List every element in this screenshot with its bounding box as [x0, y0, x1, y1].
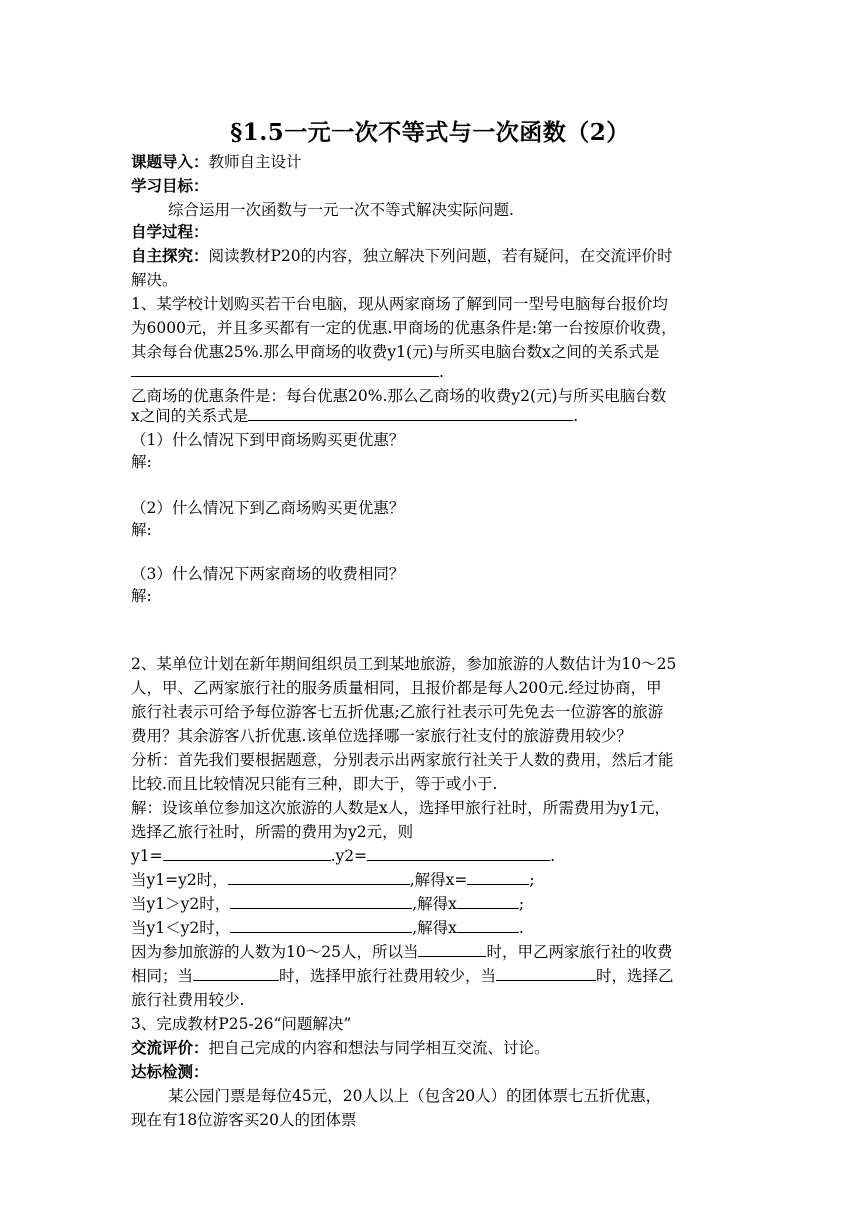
equal-end: ; [529, 871, 535, 889]
q1-line-4-end: . [439, 363, 444, 381]
q2-solution-1: 解：设该单位参加这次旅游的人数是x人，选择甲旅行社时，所需费用为y1元， [131, 799, 670, 817]
q1-sub-2: （2）什么情况下到乙商场购买更优惠？ [131, 499, 405, 517]
expr-end: . [550, 847, 556, 865]
q2-equal-case [131, 868, 731, 892]
greater-case-label: 当y1＞y2时， [131, 895, 231, 913]
q1-line-4 [131, 360, 731, 384]
q2-line-3: 旅行社表示可给予每位游客七五折优惠;乙旅行社表示可先免去一位游客的旅游 [131, 703, 664, 721]
check-line-2: 现在有18位游客买20人的团体票 [131, 1111, 357, 1129]
conclusion-1a: 因为参加旅游的人数为10～25人，所以当 [131, 943, 419, 961]
q2-expressions [131, 844, 731, 868]
q1-sub-3: （3）什么情况下两家商场的收费相同？ [131, 565, 405, 583]
q1-line-2: 为6000元，并且多买都有一定的优惠.甲商场的优惠条件是:第一台按原价收费， [131, 319, 677, 337]
answer-blank-y2-expr[interactable] [367, 845, 550, 861]
goals-label: 学习目标： [131, 176, 209, 195]
conclusion-2c: 时，选择乙 [596, 967, 674, 985]
less-case-label: 当y1＜y2时， [131, 919, 231, 937]
answer-blank-y1-expr[interactable] [163, 845, 331, 861]
answer-blank-jia-range[interactable] [193, 965, 279, 981]
q1-line-1: 1、某学校计划购买若干台电脑，现从两家商场了解到同一型号电脑每台报价均 [131, 295, 668, 313]
process-label: 自学过程： [131, 222, 209, 241]
answer-blank-equal[interactable] [228, 869, 410, 885]
explore-text-2: 解决。 [131, 271, 178, 289]
answer-blank-y2[interactable] [248, 405, 573, 421]
explore-line-1 [131, 244, 731, 268]
review-text: 把自己完成的内容和想法与同学相互交流、讨论。 [208, 1039, 550, 1057]
intro-text: 教师自主设计 [208, 153, 302, 171]
q2-less-case [131, 916, 731, 940]
answer-blank-y1[interactable] [131, 361, 439, 377]
q1-line-3: 其余每台优惠25%.那么甲商场的收费y1(元)与所买电脑台数x之间的关系式是 [131, 343, 660, 361]
answer-blank-same-range[interactable] [418, 941, 486, 957]
y1-label: y1= [131, 847, 163, 865]
answer-blank-less-x[interactable] [457, 917, 519, 933]
less-solve-label: ,解得x [412, 919, 457, 937]
equal-case-label: 当y1=y2时， [131, 871, 228, 889]
greater-solve-label: ,解得x [412, 895, 457, 913]
less-end: . [518, 919, 524, 937]
q2-analysis-1: 分析：首先我们要根据题意，分别表示出两家旅行社关于人数的费用，然后才能 [131, 751, 674, 769]
y2-label: .y2= [330, 847, 368, 865]
answer-blank-yi-range[interactable] [496, 965, 596, 981]
q1-line-6 [131, 404, 731, 428]
review-label: 交流评价： [131, 1038, 209, 1057]
explore-label: 自主探究： [131, 246, 209, 265]
q3-line: 3、完成教材P25-26“问题解决” [131, 1015, 352, 1033]
check-label: 达标检测： [131, 1062, 209, 1081]
greater-end: ; [518, 895, 525, 913]
answer-blank-less[interactable] [230, 917, 412, 933]
q2-greater-case [131, 892, 731, 916]
answer-blank-greater-x[interactable] [457, 893, 519, 909]
q2-line-2: 人，甲、乙两家旅行社的服务质量相同，且报价都是每人200元.经过协商，甲 [131, 679, 662, 697]
q1-sub-1-answer: 解: [131, 453, 152, 471]
goals-text: 综合运用一次函数与一元一次不等式解决实际问题. [168, 201, 514, 219]
q2-conclusion-3: 旅行社费用较少. [131, 991, 245, 1009]
conclusion-2b: 时，选择甲旅行社费用较少，当 [279, 967, 497, 985]
answer-blank-greater[interactable] [230, 893, 412, 909]
q1-sub-1: （1）什么情况下到甲商场购买更优惠？ [131, 431, 405, 449]
q2-line-1: 2、某单位计划在新年期间组织员工到某地旅游，参加旅游的人数估计为10～25 [131, 655, 677, 673]
equal-solve-label: ,解得x= [409, 871, 468, 889]
review-line [131, 1036, 731, 1060]
page-title: §1.5一元一次不等式与一次函数（2） [230, 119, 630, 146]
answer-blank-equal-x[interactable] [467, 869, 529, 885]
q1-line-6-end: . [573, 407, 579, 425]
intro-label: 课题导入： [131, 152, 209, 171]
check-line-1: 某公园门票是每位45元，20人以上（包含20人）的团体票七五折优惠， [168, 1087, 662, 1105]
q2-conclusion-1 [131, 940, 731, 964]
conclusion-2a: 相同；当 [131, 967, 194, 985]
q2-conclusion-2 [131, 964, 731, 988]
q1-sub-2-answer: 解: [131, 521, 152, 539]
explore-text-1: 阅读教材P20的内容，独立解决下列问题，若有疑问，在交流评价时 [208, 247, 673, 265]
q2-analysis-2: 比较.而且比较情况只能有三种，即大于，等于或小于. [131, 775, 498, 793]
conclusion-1b: 时，甲乙两家旅行社的收费 [486, 943, 673, 961]
q1-sub-3-answer: 解: [131, 587, 152, 605]
q1-line-6-start: x之间的关系式是 [131, 407, 249, 425]
q2-solution-2: 选择乙旅行社时，所需的费用为y2元，则 [131, 823, 414, 841]
intro-line [131, 150, 731, 174]
q2-line-4: 费用？其余游客八折优惠.该单位选择哪一家旅行社支付的旅游费用较少？ [131, 727, 632, 745]
q1-line-5: 乙商场的优惠条件是：每台优惠20%.那么乙商场的收费y2(元)与所买电脑台数 [131, 387, 667, 405]
